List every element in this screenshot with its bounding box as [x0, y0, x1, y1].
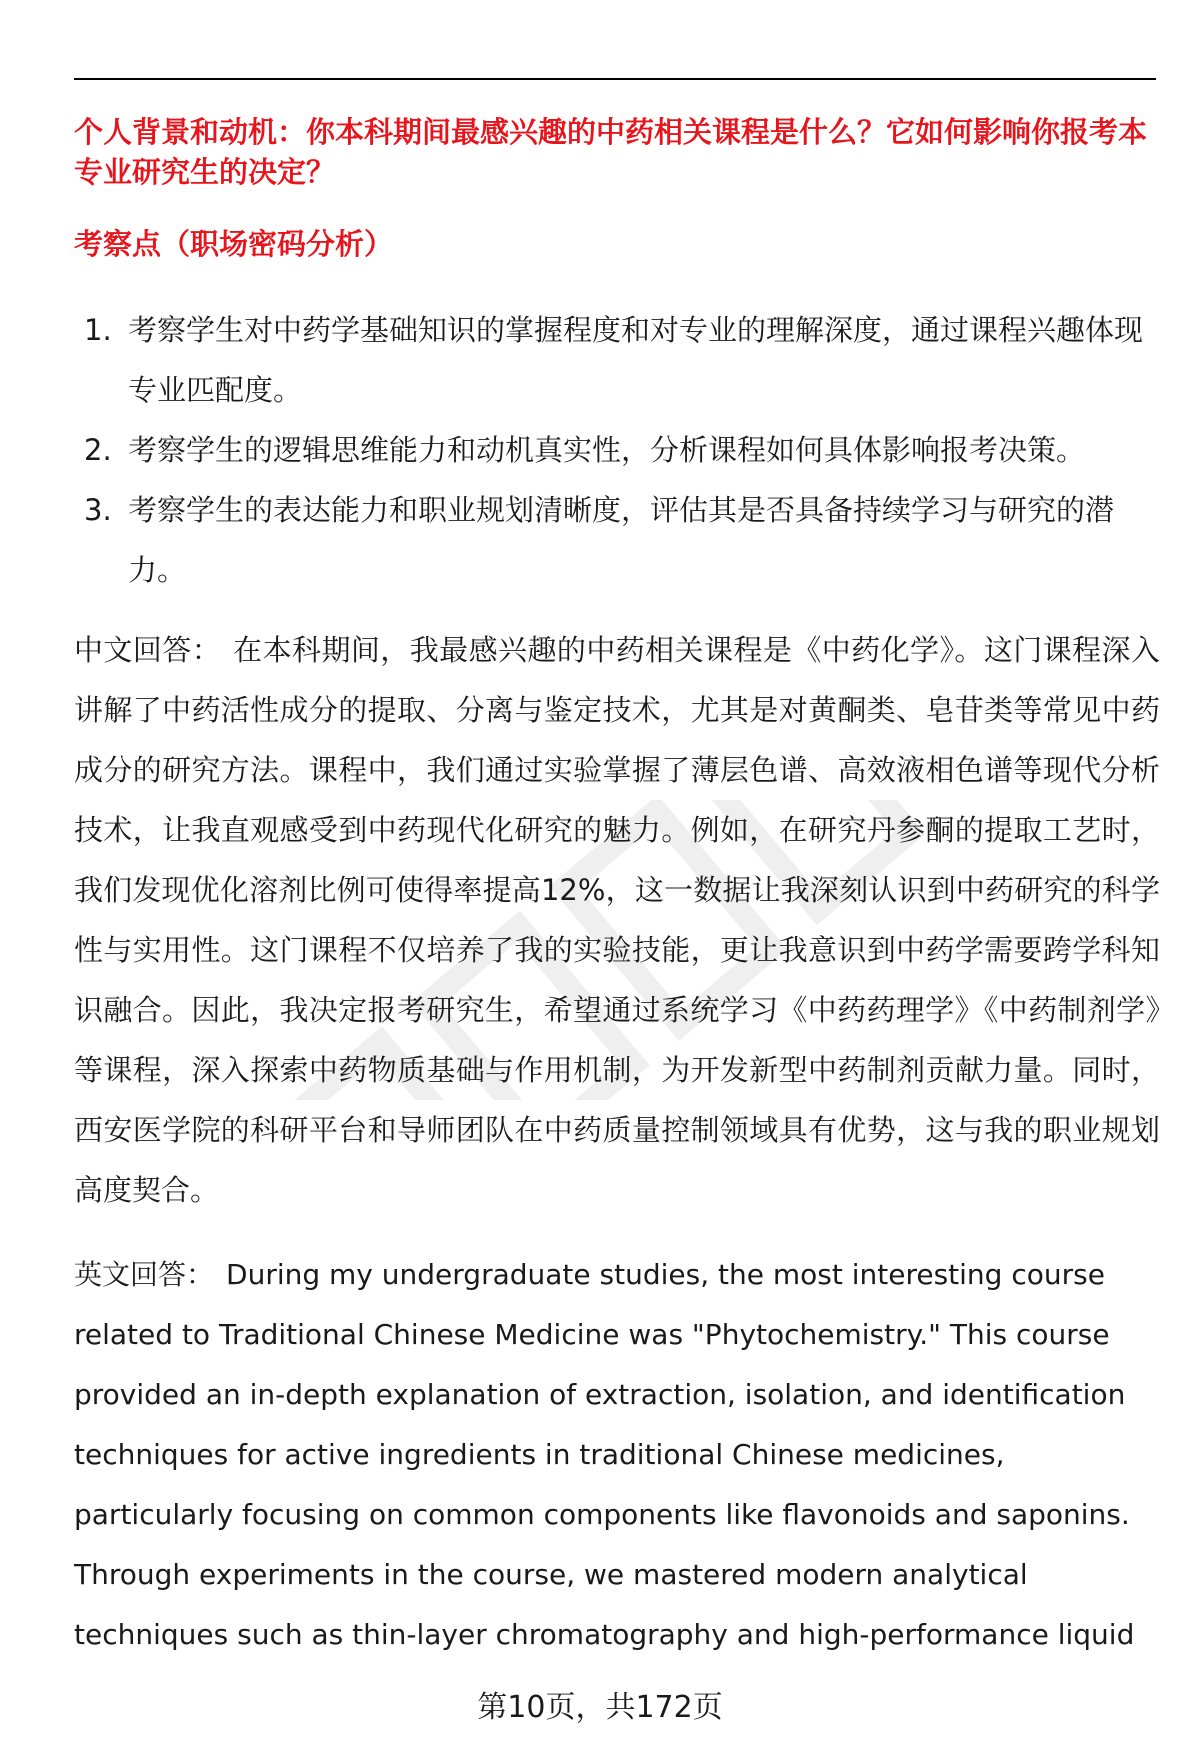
list-item-number: 2.	[84, 433, 112, 467]
list-item	[74, 420, 1160, 480]
english-answer-text: During my undergraduate studies, the most interesting course related to Traditional Chinese Medicine was "Phytochemistry." This course provided an in-depth explanation of extraction, isolation, and identification techniques for active ingredients in traditional Chinese medicines, particularly focusing on common components like flavonoids and saponins. Through experiments in the course, we mastered modern analytical techniques such as thin-layer chromatography and high-performance liquid	[74, 1258, 1135, 1651]
focus-heading: 考察点（职场密码分析）	[74, 227, 394, 261]
chinese-answer-text: 在本科期间，我最感兴趣的中药相关课程是《中药化学》。这门课程深入讲解了中药活性成分的提取、分离与鉴定技术，尤其是对黄酮类、皂苷类等常见中药成分的研究方法。课程中，我们通过实验掌握了薄层色谱、高效液相色谱等现代分析技术，让我直观感受到中药现代化研究的魅力。例如，在研究丹参酮的提取工艺时，我们发现优化溶剂比例可使得率提高12%，这一数据让我深刻认识到中药研究的科学性与实用性。这门课程不仅培养了我的实验技能，更让我意识到中药学需要跨学科知识融合。因此，我决定报考研究生，希望通过系统学习《中药药理学》《中药制剂学》等课程，深入探索中药物质基础与作用机制，为开发新型中药制剂贡献力量。同时，西安医学院的科研平台和导师团队在中药质量控制领域具有优势，这与我的职业规划高度契合。	[74, 633, 1160, 1207]
list-item-text: 考察学生对中药学基础知识的掌握程度和对专业的理解深度，通过课程兴趣体现专业匹配度。	[128, 313, 1144, 407]
list-item-text: 考察学生的逻辑思维能力和动机真实性，分析课程如何具体影响报考决策。	[128, 433, 1086, 467]
focus-points-list	[74, 300, 1160, 600]
chinese-answer	[74, 620, 1160, 1220]
question-heading: 个人背景和动机：你本科期间最感兴趣的中药相关课程是什么？它如何影响你报考本专业研究生的决定？	[74, 115, 1148, 189]
list-item	[74, 480, 1160, 600]
english-answer	[74, 1245, 1164, 1665]
list-item	[74, 300, 1160, 420]
list-item-number: 1.	[84, 313, 112, 347]
chinese-answer-label: 中文回答：	[74, 633, 222, 667]
page-number: 第10页，共172页	[477, 1690, 723, 1725]
english-answer-label: 英文回答：	[74, 1258, 215, 1291]
header-rule	[74, 78, 1156, 80]
list-item-number: 3.	[84, 493, 112, 527]
list-item-text: 考察学生的表达能力和职业规划清晰度，评估其是否具备持续学习与研究的潜力。	[128, 493, 1115, 587]
